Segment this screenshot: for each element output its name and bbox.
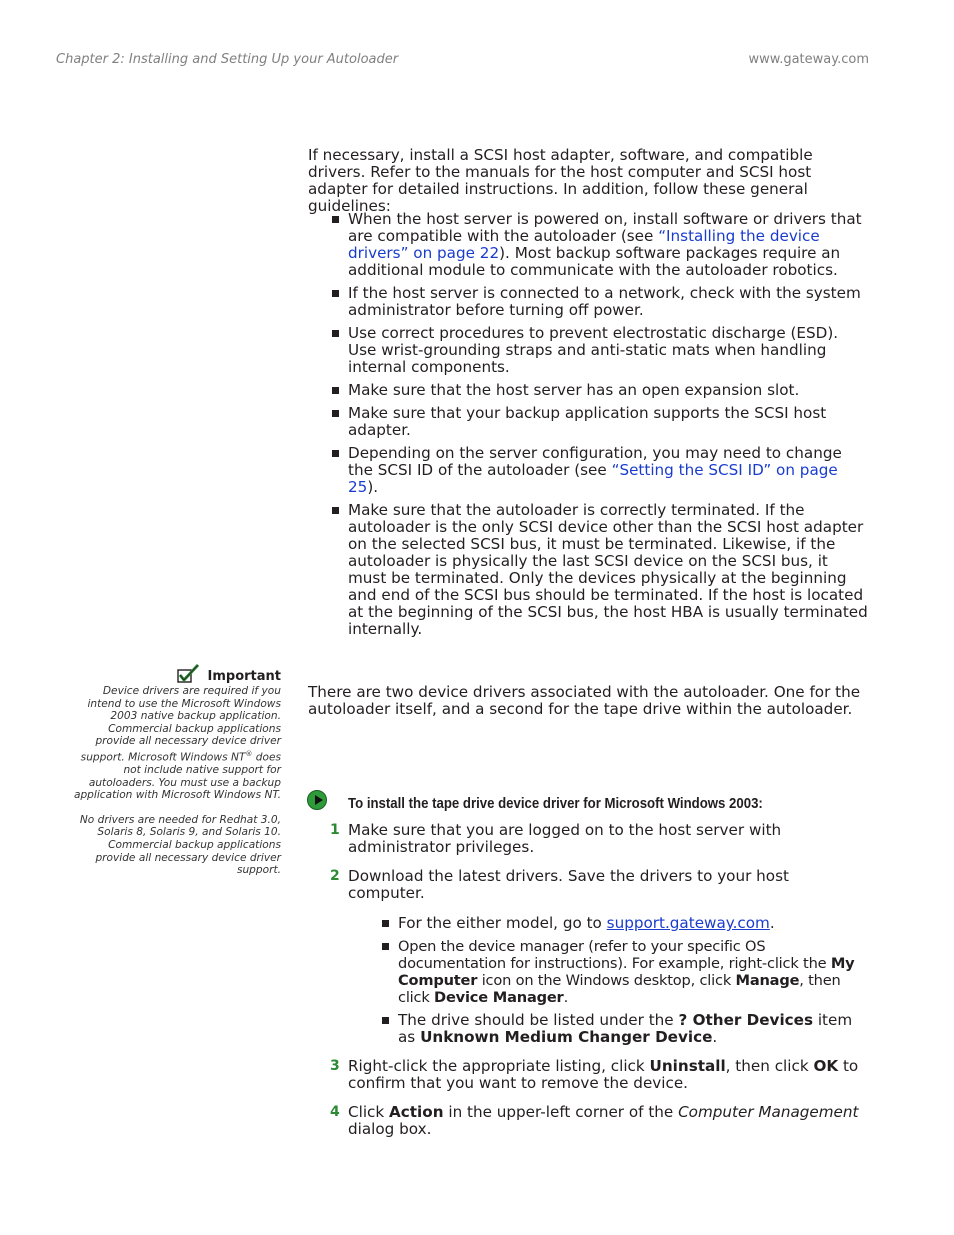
procedure-title: To install the tape drive device driver for Microsoft Windows 2003: (348, 795, 763, 812)
step-number: 4 (330, 1104, 340, 1120)
step-item: 4 Click Action in the upper-left corner of the Computer Management dialog box. (330, 1103, 859, 1138)
list-item: Make sure that the host server has an open expansion slot. (308, 382, 868, 399)
list-item: Use correct procedures to prevent electrostatic discharge (ESD). Use wrist-grounding straps and anti-static mats when handling internal components. (308, 325, 868, 376)
running-header-website: www.gateway.com (748, 52, 869, 67)
procedure-arrow-icon (307, 790, 327, 810)
step-item: 3 Right-click the appropriate listing, click Uninstall, then click OK to confirm that you want to remove the device. (330, 1057, 859, 1092)
list-item: Depending on the server configuration, you may need to change the SCSI ID of the autoloader (see “Setting the SCSI ID” on page 25). (308, 445, 868, 496)
note-text: No drivers are needed for Redhat 3.0, Solaris 8, Solaris 9, and Solaris 10. Commercial backup applications provide all necessary device driver support. (79, 813, 281, 877)
intro-section (308, 147, 868, 215)
step-number: 3 (330, 1058, 340, 1074)
link-support-gateway[interactable]: support.gateway.com (606, 914, 770, 932)
procedure-section (308, 795, 868, 1150)
step-number: 2 (330, 868, 340, 884)
procedure-steps (308, 822, 868, 902)
list-item: If the host server is connected to a network, check with the system administrator before turning off power. (308, 285, 868, 319)
procedure-heading (308, 795, 868, 812)
guidelines-section (308, 211, 868, 644)
list-item: Make sure that the autoloader is correctly terminated. If the autoloader is the only SCSI device other than the SCSI host adapter on the selected SCSI bus, it must be terminated. Likewise, if the autoloader is physically the last SCSI device on the SCSI bus, it must be terminated. Only the devices physically at the beginning and end of the SCSI bus should be terminated. If the host is located at the beginning of the SCSI bus, the host HBA is usually terminated internally. (308, 502, 868, 638)
guidelines-list (308, 211, 868, 638)
link-setting-scsi-id[interactable]: “Setting the SCSI ID” on page 25 (348, 461, 838, 496)
download-substeps (308, 915, 868, 1046)
important-note (70, 664, 281, 877)
important-heading (70, 664, 281, 684)
step-item: 1 Make sure that you are logged on to the host server with administrator privileges. (330, 821, 782, 856)
link-installing-device-drivers[interactable]: “Installing the device drivers” on page 22 (348, 227, 820, 262)
intro-paragraph: If necessary, install a SCSI host adapter, software, and compatible drivers. Refer to the manuals for the host computer and SCSI host adapter for detailed instructions. In addition, follow these general guidelines: (308, 146, 813, 215)
drivers-paragraph: There are two device drivers associated with the autoloader. One for the autoloader itself, and a second for the tape drive within the autoloader. (308, 683, 861, 718)
procedure-steps-continued (308, 1058, 868, 1138)
note-text: Device drivers are required if you intend to use the Microsoft Windows 2003 native backup application. Commercial backup applications provide all necessary device driver support. Microsoft Windows NT® does not include native support for autoloaders. You must use a backup application with Microsoft Windows NT. (73, 685, 281, 802)
list-item: For the either model, go to support.gateway.com. (308, 915, 868, 932)
important-label: Important (207, 669, 281, 685)
list-item: Open the device manager (refer to your specific OS documentation for instructions). For example, right-click the My Computer icon on the Windows desktop, click Manage, then click Device Manager. (308, 938, 868, 1006)
checkmark-icon (176, 664, 200, 684)
running-header-chapter: Chapter 2: Installing and Setting Up your Autoloader (56, 52, 399, 67)
step-number: 1 (330, 822, 340, 838)
drivers-section (308, 684, 868, 718)
step-item: 2 Download the latest drivers. Save the drivers to your host computer. (330, 867, 789, 902)
list-item: The drive should be listed under the ? Other Devices item as Unknown Medium Changer Device. (308, 1012, 868, 1046)
list-item: When the host server is powered on, install software or drivers that are compatible with the autoloader (see “Installing the device drivers” on page 22). Most backup software packages require an additional module to communicate with the autoloader robotics. (308, 211, 868, 279)
list-item: Make sure that your backup application supports the SCSI host adapter. (308, 405, 868, 439)
